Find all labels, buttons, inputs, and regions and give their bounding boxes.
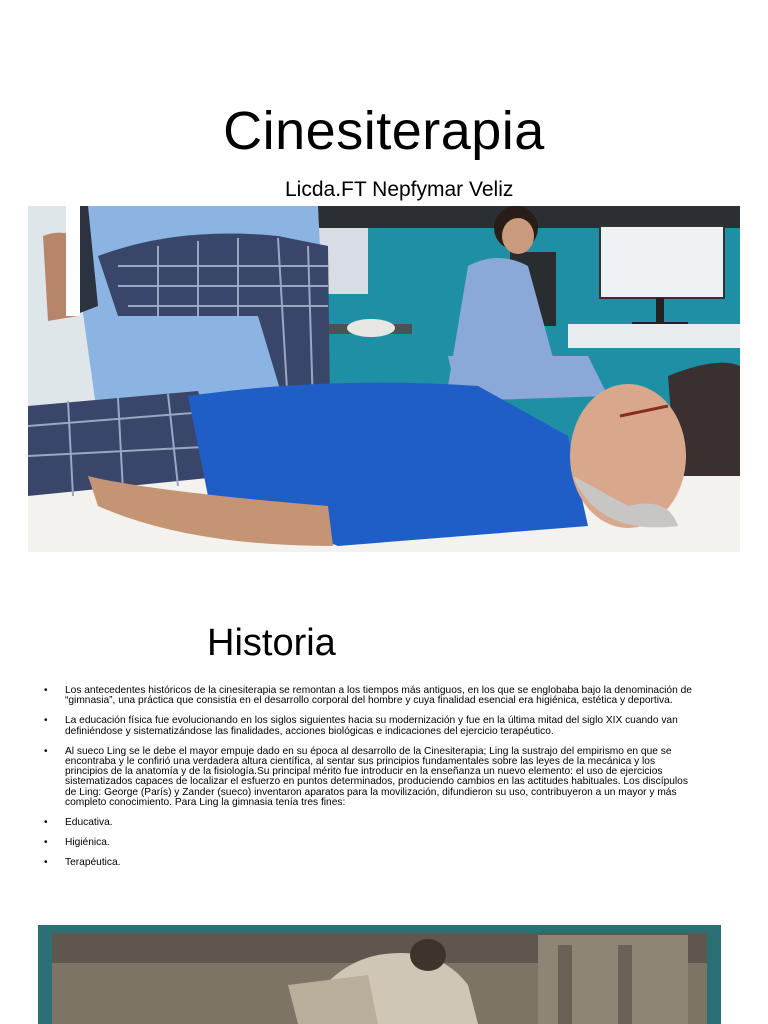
bullet-item: • Al sueco Ling se le debe el mayor empuje dado en su época al desarrollo de la Cinesiterapia; Ling la sustrajo del empirismo en que se encontraba y le confirió una verdadera altura científica, al sentar sus principios fundamentales sobre las leyes de la mecánica y los principios de la anatomía y de la fisiología.Su principal mérito fue introducir en la enseñanza un nuevo elemento: el uso de ejercicios sistematizados capaces de localizar el esfuerzo en puntos determinados, produciendo cambios en las actitudes habituales. Los discípulos de Ling: George (París) y Zander (sueco) inventaron aparatos para la movilización, difundieron su uso, contribuyeron a un mayor y más completo conocimiento. Para Ling la gimnasia tenía tres fines: xyxy=(44,747,694,808)
bullet-item: • Educativa. xyxy=(44,818,694,828)
bullet-item: • Los antecedentes históricos de la cinesiterapia se remontan a los tiempos más antiguos, en los que se englobaba bajo la denominación de “gimnasia”, una práctica que consistía en el desarrollo corporal del hombre y cuya finalidad esencial era higiénica, estética y deportiva. xyxy=(44,686,694,706)
bullet-item: • Terapéutica. xyxy=(44,858,694,868)
therapy-photo xyxy=(28,206,740,552)
slide-title: Cinesiterapia xyxy=(223,101,545,161)
bullet-item: • Higiénica. xyxy=(44,838,694,848)
history-bullet-list xyxy=(44,686,694,879)
slide-subtitle: Licda.FT Nepfymar Veliz xyxy=(285,178,514,201)
section-title: Historia xyxy=(207,622,336,664)
bullet-item: • La educación física fue evolucionando en los siglos siguientes hacia su modernización y fue en la última mitad del siglo XIX cuando van definiéndose y sistematizándose las finalidades, acciones biológicas e indicaciones del ejercicio terapéutico. xyxy=(44,716,694,736)
historical-photo xyxy=(38,925,721,1024)
